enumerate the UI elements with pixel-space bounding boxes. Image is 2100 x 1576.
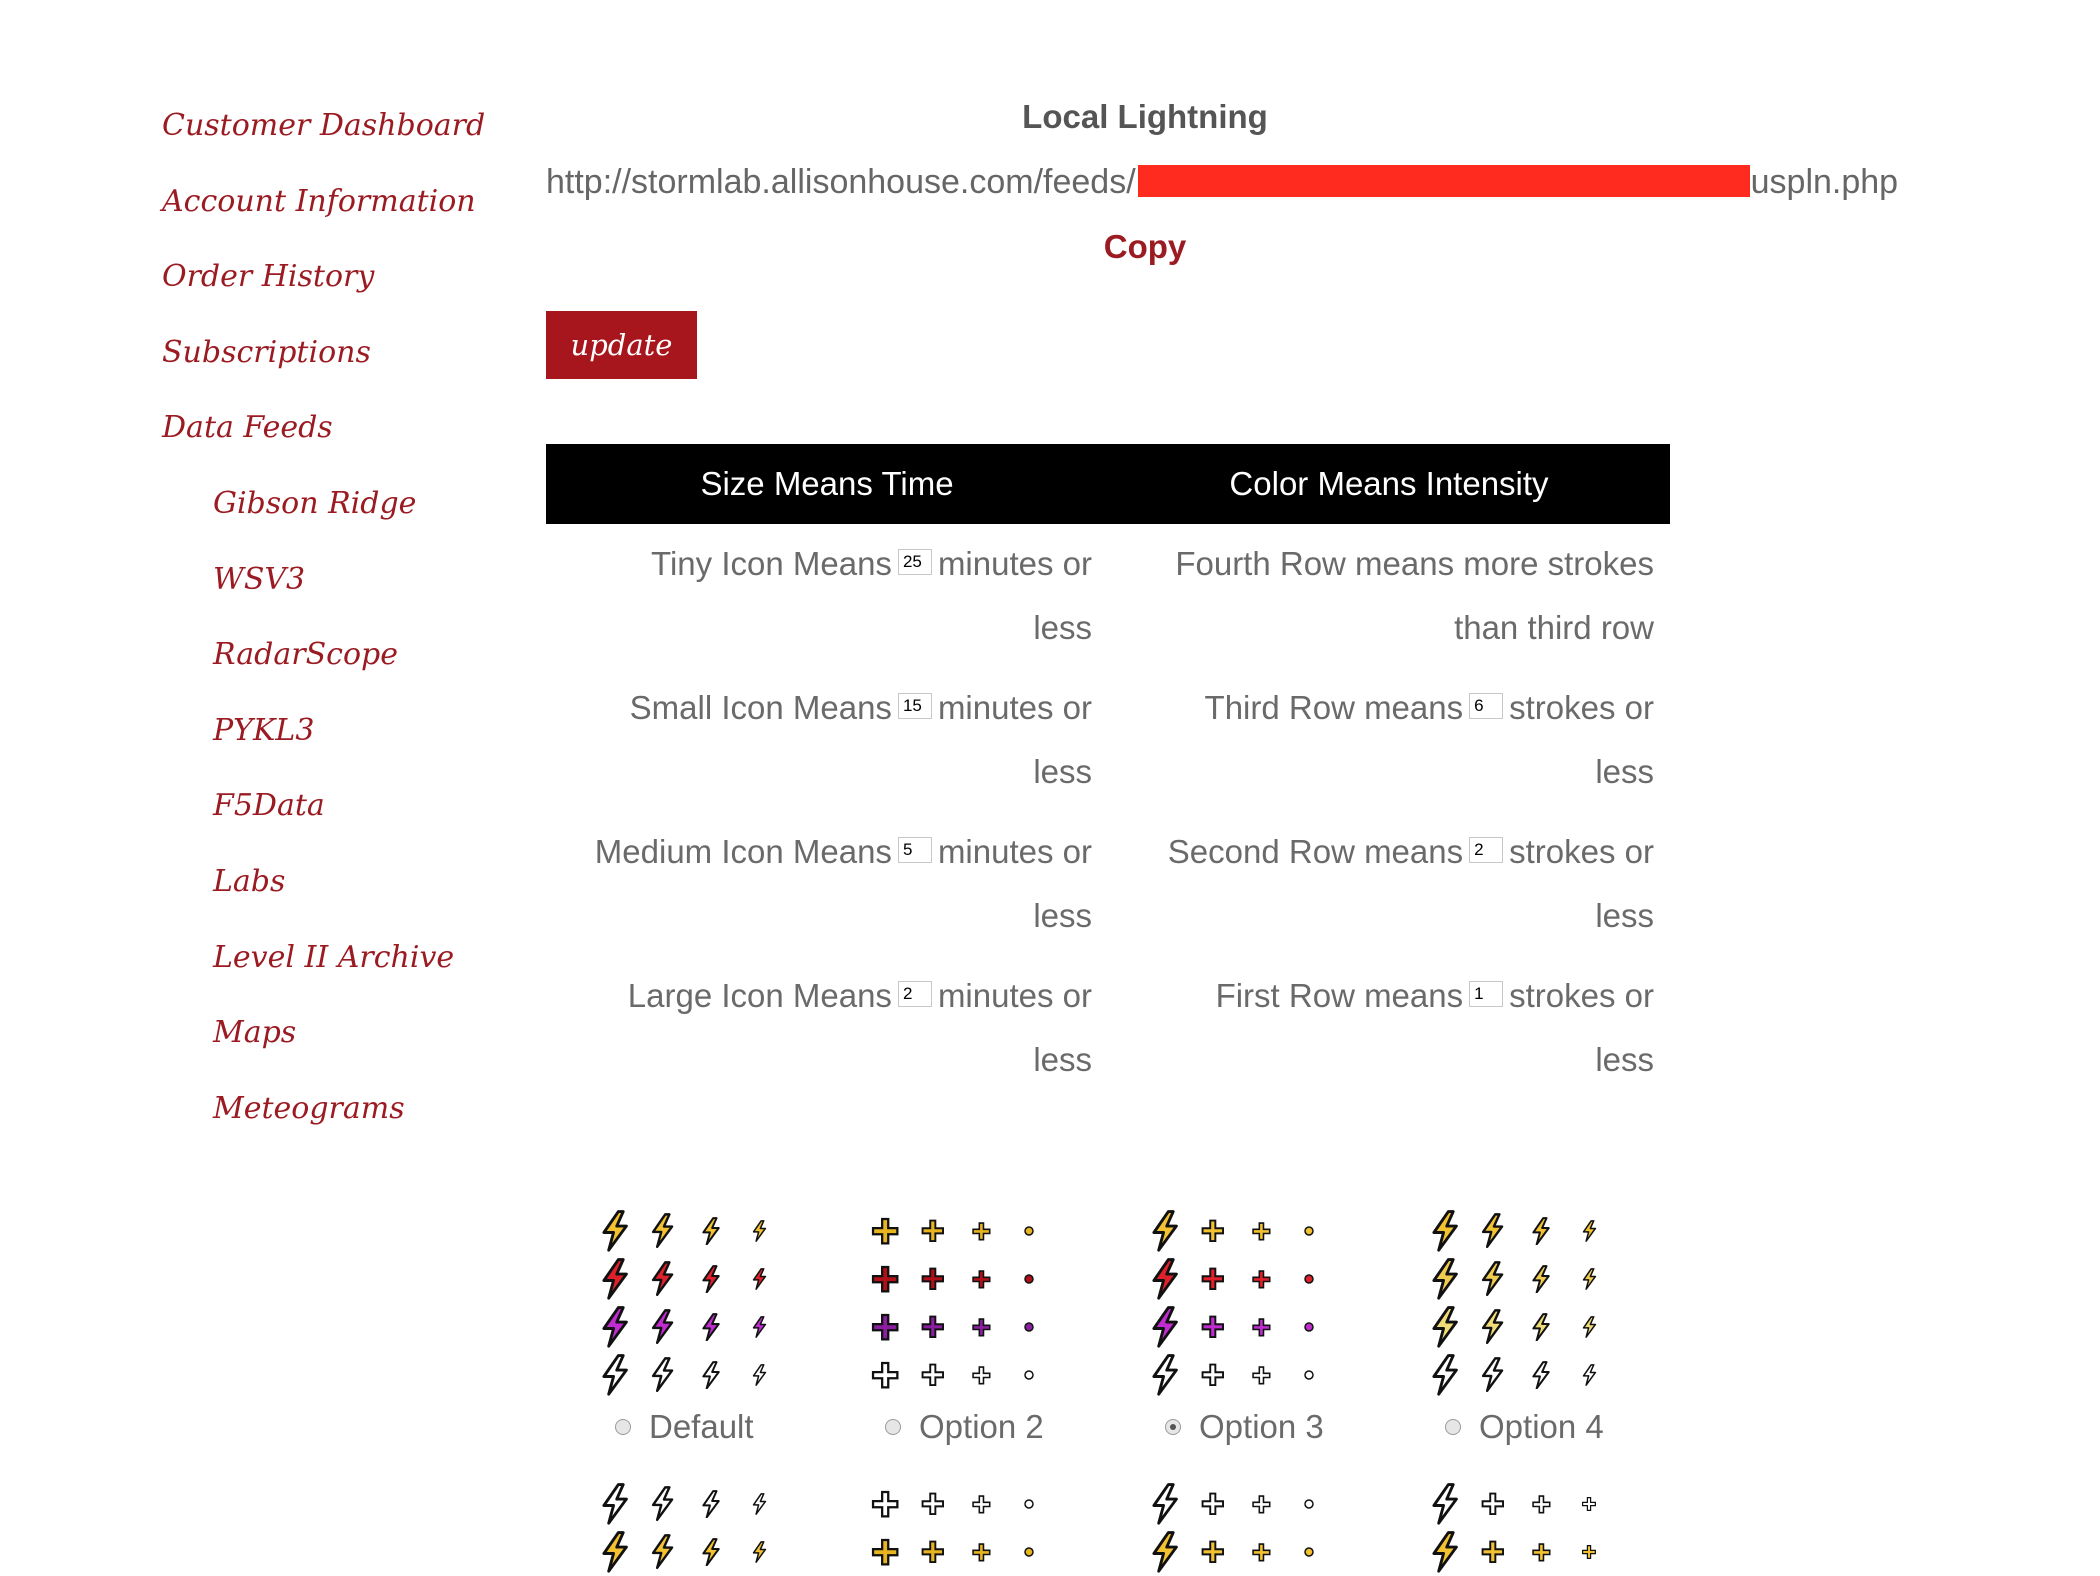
- color-row-fourth: [1110, 532, 1654, 660]
- option-3-plus-icon: [1191, 1351, 1235, 1399]
- option-extra-1-lightning-icon: [593, 1480, 637, 1528]
- option-extra-1-lightning-icon: [689, 1528, 733, 1576]
- option-3-lightning-icon: [1143, 1255, 1187, 1303]
- sidebar-subitem-labs[interactable]: Labs: [213, 864, 286, 899]
- option-extra-3-dot-icon: [1287, 1480, 1331, 1528]
- option-2-plus-icon: [911, 1255, 955, 1303]
- copy-link[interactable]: Copy: [1103, 228, 1187, 265]
- option-extra-3-plus-icon: [1239, 1528, 1283, 1576]
- option-extra-2-dot-icon: [1007, 1480, 1051, 1528]
- option-2-plus-icon: [863, 1207, 907, 1255]
- option-extra-1-lightning-icon: [641, 1480, 685, 1528]
- header-color-means-intensity: Color Means Intensity: [1229, 465, 1549, 502]
- option-3-dot-icon: [1287, 1351, 1331, 1399]
- option-4-lightning-icon: [1519, 1255, 1563, 1303]
- size-row-medium: [546, 820, 1092, 948]
- option-2-plus-icon: [959, 1255, 1003, 1303]
- color-row-tail: less: [1595, 897, 1654, 934]
- option-1-lightning-icon: [737, 1207, 781, 1255]
- option-4-lightning-icon: [1471, 1207, 1515, 1255]
- option-1-lightning-icon: [737, 1303, 781, 1351]
- sidebar-item-customer-dashboard[interactable]: Customer Dashboard: [162, 108, 486, 143]
- option-3-dot-icon: [1287, 1255, 1331, 1303]
- color-row-tail: less: [1595, 753, 1654, 790]
- icon-option-4[interactable]: [1445, 1408, 1604, 1446]
- third-row-strokes-input[interactable]: [1469, 693, 1503, 719]
- option-1-lightning-icon: [593, 1351, 637, 1399]
- option-2-plus-icon: [863, 1351, 907, 1399]
- size-row-large: [546, 964, 1092, 1092]
- icon-option-3[interactable]: [1165, 1408, 1324, 1446]
- color-row-label: Third Row means: [1204, 689, 1464, 726]
- option-1-lightning-icon: [593, 1303, 637, 1351]
- option-extra-3-plus-icon: [1191, 1528, 1235, 1576]
- option-2-plus-icon: [959, 1207, 1003, 1255]
- option-2-plus-icon: [959, 1351, 1003, 1399]
- option-1-lightning-icon: [593, 1207, 637, 1255]
- option-4-lightning-icon: [1567, 1351, 1611, 1399]
- option-4-lightning-icon: [1567, 1207, 1611, 1255]
- icon-option-label: Option 2: [919, 1408, 1044, 1445]
- size-row-tail: less: [1033, 1041, 1092, 1078]
- color-row-third: [1110, 676, 1654, 804]
- size-row-suffix: minutes or: [937, 545, 1092, 582]
- option-4-lightning-icon: [1423, 1303, 1467, 1351]
- size-row-suffix: minutes or: [937, 689, 1092, 726]
- option-extra-4-plus-icon: [1519, 1528, 1563, 1576]
- size-row-label: Medium Icon Means: [594, 833, 892, 870]
- size-row-label: Small Icon Means: [629, 689, 892, 726]
- option-4-lightning-icon: [1471, 1351, 1515, 1399]
- option-3-plus-icon: [1239, 1207, 1283, 1255]
- size-row-label: Tiny Icon Means: [651, 545, 892, 582]
- option-extra-3-plus-icon: [1191, 1480, 1235, 1528]
- option-3-plus-icon: [1239, 1255, 1283, 1303]
- option-3-dot-icon: [1287, 1303, 1331, 1351]
- option-2-dot-icon: [1007, 1207, 1051, 1255]
- option-4-lightning-icon: [1423, 1255, 1467, 1303]
- sidebar-item-data-feeds[interactable]: Data Feeds: [162, 410, 333, 445]
- sidebar-item-subscriptions[interactable]: Subscriptions: [162, 335, 371, 370]
- option-extra-1-lightning-icon: [737, 1528, 781, 1576]
- option-extra-1-lightning-icon: [689, 1480, 733, 1528]
- small-icon-minutes-input[interactable]: [898, 693, 932, 719]
- option-2-plus-icon: [959, 1303, 1003, 1351]
- option-4-lightning-icon: [1519, 1351, 1563, 1399]
- option-2-plus-icon: [911, 1303, 955, 1351]
- option-extra-2-plus-icon: [863, 1480, 907, 1528]
- icon-option-radio[interactable]: [1165, 1419, 1181, 1435]
- color-row-suffix: strokes or: [1509, 977, 1654, 1014]
- option-1-lightning-icon: [641, 1351, 685, 1399]
- option-3-lightning-icon: [1143, 1303, 1187, 1351]
- sidebar-subitem-pykl3[interactable]: PYKL3: [213, 713, 315, 748]
- update-button[interactable]: update: [546, 311, 697, 379]
- color-row-second: [1110, 820, 1654, 948]
- option-1-lightning-icon: [737, 1255, 781, 1303]
- icon-option-radio[interactable]: [615, 1419, 631, 1435]
- first-row-strokes-input[interactable]: [1469, 981, 1503, 1007]
- color-row-tail: less: [1595, 1041, 1654, 1078]
- option-extra-4-plus-icon: [1519, 1480, 1563, 1528]
- option-extra-3-lightning-icon: [1143, 1528, 1187, 1576]
- sidebar-item-account-information[interactable]: Account Information: [162, 184, 476, 219]
- option-4-lightning-icon: [1567, 1303, 1611, 1351]
- option-extra-4-plus-icon: [1471, 1528, 1515, 1576]
- option-extra-1-lightning-icon: [593, 1528, 637, 1576]
- sidebar-subitem-f5data[interactable]: F5Data: [213, 788, 325, 823]
- option-1-lightning-icon: [737, 1351, 781, 1399]
- size-row-label: Large Icon Means: [627, 977, 892, 1014]
- option-1-lightning-icon: [689, 1303, 733, 1351]
- option-4-lightning-icon: [1471, 1255, 1515, 1303]
- option-1-lightning-icon: [593, 1255, 637, 1303]
- option-3-lightning-icon: [1143, 1351, 1187, 1399]
- icon-option-2[interactable]: [885, 1408, 1044, 1446]
- option-1-lightning-icon: [689, 1255, 733, 1303]
- option-extra-2-plus-icon: [959, 1480, 1003, 1528]
- color-row-suffix: strokes or: [1509, 833, 1654, 870]
- feed-title: Local Lightning: [1022, 98, 1268, 135]
- second-row-strokes-input[interactable]: [1469, 837, 1503, 863]
- option-2-dot-icon: [1007, 1303, 1051, 1351]
- option-3-plus-icon: [1191, 1207, 1235, 1255]
- option-4-lightning-icon: [1519, 1207, 1563, 1255]
- option-3-plus-icon: [1239, 1351, 1283, 1399]
- option-2-plus-icon: [863, 1255, 907, 1303]
- option-1-lightning-icon: [641, 1303, 685, 1351]
- color-row-line: Fourth Row means more strokes: [1175, 545, 1654, 582]
- option-1-lightning-icon: [641, 1207, 685, 1255]
- option-1-lightning-icon: [689, 1351, 733, 1399]
- sidebar-subitem-radarscope[interactable]: RadarScope: [213, 637, 398, 672]
- option-extra-1-lightning-icon: [641, 1528, 685, 1576]
- size-row-small: [546, 676, 1092, 804]
- icon-option-label: Default: [649, 1408, 754, 1445]
- color-row-line: than third row: [1454, 609, 1654, 646]
- option-1-lightning-icon: [689, 1207, 733, 1255]
- option-extra-2-plus-icon: [959, 1528, 1003, 1576]
- option-3-lightning-icon: [1143, 1207, 1187, 1255]
- large-icon-minutes-input[interactable]: [898, 981, 932, 1007]
- option-4-lightning-icon: [1423, 1351, 1467, 1399]
- option-3-plus-icon: [1191, 1255, 1235, 1303]
- size-row-suffix: minutes or: [937, 977, 1092, 1014]
- size-row-suffix: minutes or: [937, 833, 1092, 870]
- option-2-plus-icon: [911, 1207, 955, 1255]
- sidebar-subitem-maps[interactable]: Maps: [213, 1015, 297, 1050]
- redaction-bar: [1138, 165, 1750, 197]
- option-extra-4-lightning-icon: [1423, 1480, 1467, 1528]
- color-row-first: [1110, 964, 1654, 1092]
- size-row-tail: less: [1033, 897, 1092, 934]
- option-extra-2-plus-icon: [911, 1480, 955, 1528]
- feed-url-suffix: uspln.php: [1750, 163, 1899, 201]
- sidebar-subitem-meteograms[interactable]: Meteograms: [213, 1091, 405, 1126]
- option-3-dot-icon: [1287, 1207, 1331, 1255]
- option-extra-2-plus-icon: [863, 1528, 907, 1576]
- size-row-tiny: [546, 532, 1092, 660]
- option-extra-4-lightning-icon: [1423, 1528, 1467, 1576]
- option-extra-3-dot-icon: [1287, 1528, 1331, 1576]
- color-row-label: First Row means: [1215, 977, 1464, 1014]
- size-row-tail: less: [1033, 753, 1092, 790]
- option-4-lightning-icon: [1423, 1207, 1467, 1255]
- feed-url-prefix: http://stormlab.allisonhouse.com/feeds/: [546, 163, 1136, 201]
- option-1-lightning-icon: [641, 1255, 685, 1303]
- option-extra-2-dot-icon: [1007, 1528, 1051, 1576]
- icon-option-label: Option 3: [1199, 1408, 1324, 1445]
- option-extra-4-plus-icon: [1567, 1528, 1611, 1576]
- option-extra-1-lightning-icon: [737, 1480, 781, 1528]
- sidebar-subitem-wsv3[interactable]: WSV3: [213, 562, 306, 597]
- option-2-dot-icon: [1007, 1351, 1051, 1399]
- icon-option-radio[interactable]: [885, 1419, 901, 1435]
- option-3-plus-icon: [1239, 1303, 1283, 1351]
- color-row-suffix: strokes or: [1509, 689, 1654, 726]
- settings-table-header: [546, 444, 1670, 524]
- color-row-label: Second Row means: [1167, 833, 1464, 870]
- option-4-lightning-icon: [1519, 1303, 1563, 1351]
- option-extra-4-plus-icon: [1567, 1480, 1611, 1528]
- tiny-icon-minutes-input[interactable]: [898, 549, 932, 575]
- header-size-means-time: Size Means Time: [700, 465, 954, 502]
- icon-option-1[interactable]: [615, 1408, 754, 1446]
- option-extra-3-plus-icon: [1239, 1480, 1283, 1528]
- icon-option-label: Option 4: [1479, 1408, 1604, 1445]
- option-2-plus-icon: [911, 1351, 955, 1399]
- option-4-lightning-icon: [1471, 1303, 1515, 1351]
- option-4-lightning-icon: [1567, 1255, 1611, 1303]
- icon-option-radio[interactable]: [1445, 1419, 1461, 1435]
- size-row-tail: less: [1033, 609, 1092, 646]
- sidebar-subitem-gibson-ridge[interactable]: Gibson Ridge: [213, 486, 417, 521]
- option-extra-2-plus-icon: [911, 1528, 955, 1576]
- option-2-dot-icon: [1007, 1255, 1051, 1303]
- option-2-plus-icon: [863, 1303, 907, 1351]
- sidebar-subitem-level-ii-archive[interactable]: Level II Archive: [213, 940, 455, 975]
- option-extra-4-plus-icon: [1471, 1480, 1515, 1528]
- sidebar-item-order-history[interactable]: Order History: [162, 259, 375, 294]
- medium-icon-minutes-input[interactable]: [898, 837, 932, 863]
- option-3-plus-icon: [1191, 1303, 1235, 1351]
- option-extra-3-lightning-icon: [1143, 1480, 1187, 1528]
- feed-url: [546, 162, 2046, 202]
